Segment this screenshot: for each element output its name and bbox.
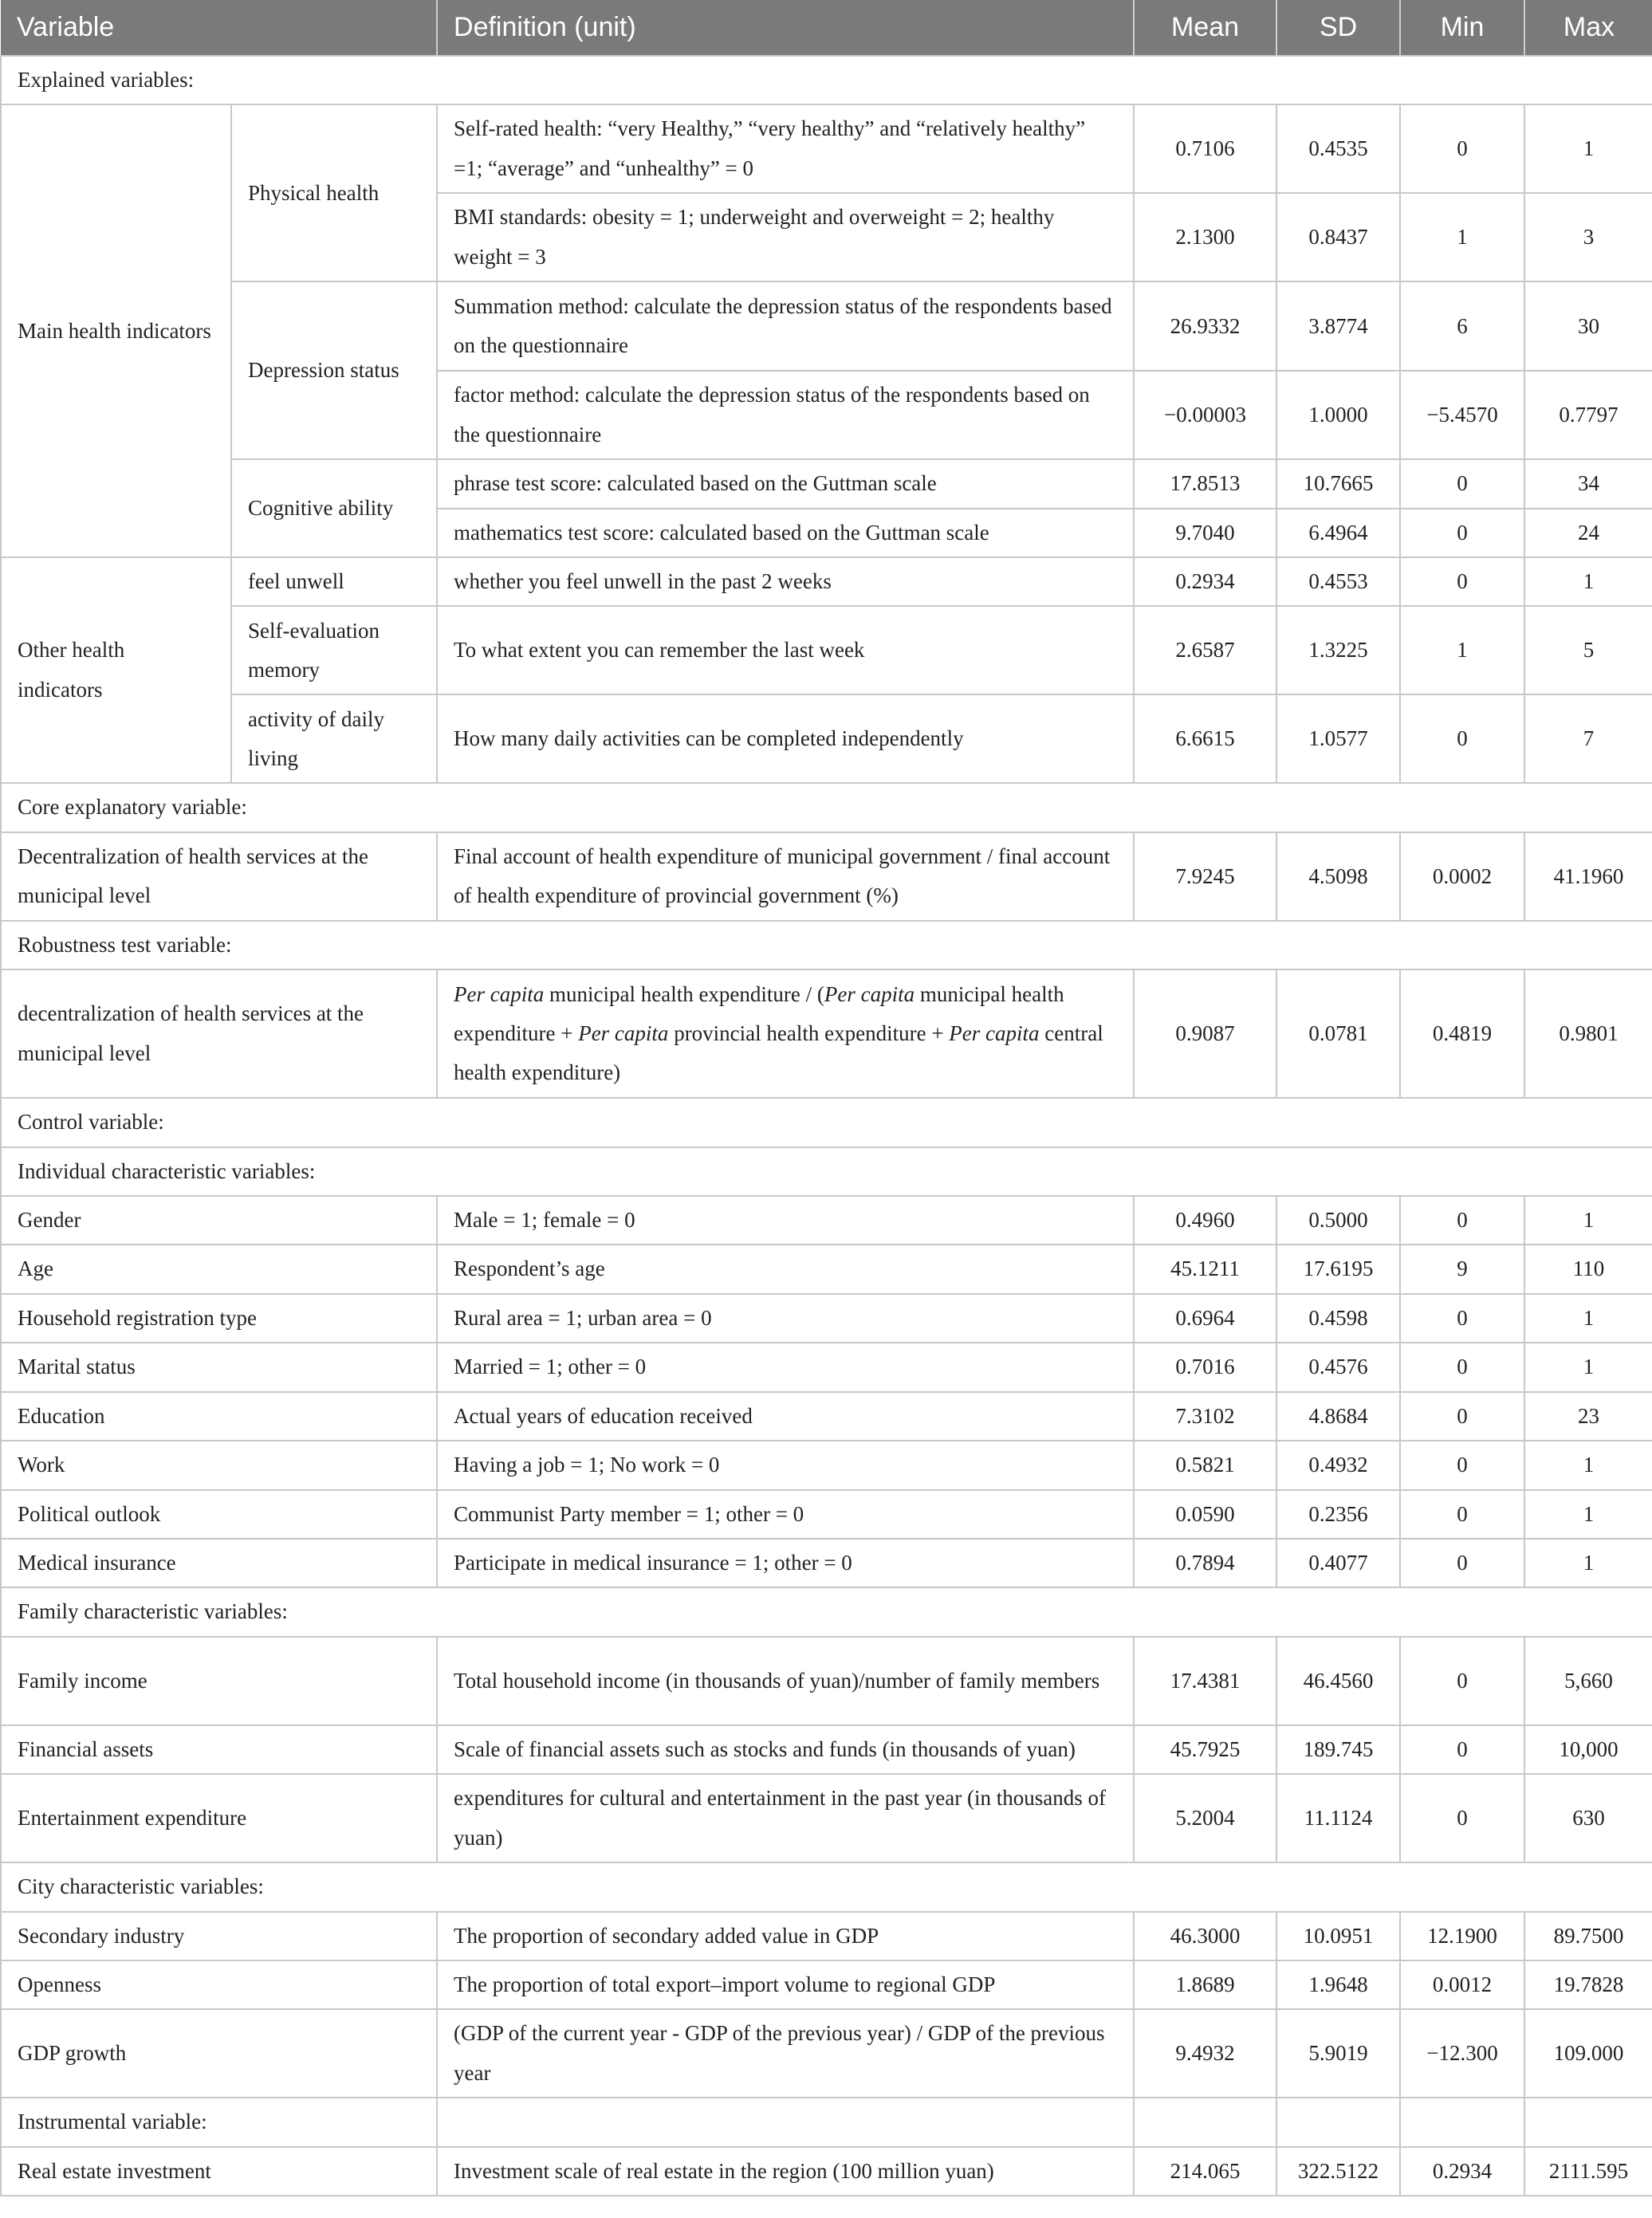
- sd-cell: 6.4964: [1276, 509, 1400, 557]
- min-cell: 0: [1400, 1343, 1524, 1391]
- section-row: [1, 1587, 1652, 1636]
- header-row: [1, 0, 1652, 56]
- min-cell: 0: [1400, 1196, 1524, 1245]
- section-row: [1, 56, 1652, 104]
- variable-name: Decentralization of health services at the municipal level: [1, 832, 437, 921]
- subgroup-label: Self-evaluation memory: [231, 606, 437, 694]
- variable-name: Marital status: [1, 1343, 437, 1391]
- max-cell: 10,000: [1524, 1725, 1652, 1774]
- section-row: [1, 1098, 1652, 1146]
- min-cell: −5.4570: [1400, 371, 1524, 459]
- mean-cell: 0.7016: [1134, 1343, 1276, 1391]
- sd-cell: 0.4077: [1276, 1539, 1400, 1587]
- max-cell: 1: [1524, 1490, 1652, 1539]
- table-row: [1, 1490, 1652, 1539]
- variable-name: Secondary industry: [1, 1912, 437, 1960]
- max-cell: 1: [1524, 557, 1652, 606]
- mean-cell: 17.8513: [1134, 459, 1276, 508]
- definition-cell: The proportion of secondary added value in GDP: [437, 1912, 1134, 1960]
- min-cell: 0: [1400, 459, 1524, 508]
- variable-name: Openness: [1, 1960, 437, 2009]
- min-cell: 0: [1400, 1539, 1524, 1587]
- max-cell: 19.7828: [1524, 1960, 1652, 2009]
- sd-cell: 1.0000: [1276, 371, 1400, 459]
- variable-name: Political outlook: [1, 1490, 437, 1539]
- min-cell: 0.2934: [1400, 2147, 1524, 2196]
- definition-cell: Communist Party member = 1; other = 0: [437, 1490, 1134, 1539]
- italic-term: Per capita: [824, 981, 915, 1006]
- mean-cell: 0.2934: [1134, 557, 1276, 606]
- header-max: Max: [1524, 0, 1652, 56]
- definition-cell: whether you feel unwell in the past 2 weeks: [437, 557, 1134, 606]
- table-row: [1, 104, 1652, 193]
- empty-cell: [1276, 2098, 1400, 2146]
- table-row: [1, 1441, 1652, 1489]
- mean-cell: 45.7925: [1134, 1725, 1276, 1774]
- header-variable: Variable: [1, 0, 437, 56]
- min-cell: 9: [1400, 1245, 1524, 1293]
- section-label: Core explanatory variable:: [1, 783, 1652, 832]
- mean-cell: 0.5821: [1134, 1441, 1276, 1489]
- max-cell: 1: [1524, 1343, 1652, 1391]
- table-row: [1, 1960, 1652, 2009]
- max-cell: 1: [1524, 1196, 1652, 1245]
- table-row: [1, 1392, 1652, 1441]
- definition-cell: expenditures for cultural and entertainment in the past year (in thousands of yuan): [437, 1774, 1134, 1862]
- empty-cell: [1400, 2098, 1524, 2146]
- definition-cell: [437, 969, 1134, 1098]
- sd-cell: 4.8684: [1276, 1392, 1400, 1441]
- subgroup-label: Cognitive ability: [231, 459, 437, 557]
- table-row: [1, 2098, 1652, 2146]
- mean-cell: 46.3000: [1134, 1912, 1276, 1960]
- max-cell: 5,660: [1524, 1637, 1652, 1725]
- definition-cell: Respondent’s age: [437, 1245, 1134, 1293]
- max-cell: 110: [1524, 1245, 1652, 1293]
- variable-name: decentralization of health services at the municipal level: [1, 969, 437, 1098]
- table-row: [1, 1725, 1652, 1774]
- definition-cell: The proportion of total export–import volume to regional GDP: [437, 1960, 1134, 2009]
- definition-cell: How many daily activities can be completed independently: [437, 694, 1134, 783]
- definition-text: municipal health expenditure +: [454, 981, 1064, 1046]
- section-label: Explained variables:: [1, 56, 1652, 104]
- section-label: Control variable:: [1, 1098, 1652, 1146]
- max-cell: 630: [1524, 1774, 1652, 1862]
- sd-cell: 1.9648: [1276, 1960, 1400, 2009]
- definition-cell: Having a job = 1; No work = 0: [437, 1441, 1134, 1489]
- variable-name: Family income: [1, 1637, 437, 1725]
- table-row: [1, 557, 1652, 606]
- mean-cell: 26.9332: [1134, 281, 1276, 371]
- table-row: [1, 1637, 1652, 1725]
- section-label: Family characteristic variables:: [1, 1587, 1652, 1636]
- sd-cell: 5.9019: [1276, 2009, 1400, 2098]
- min-cell: 0: [1400, 1725, 1524, 1774]
- sd-cell: 0.4932: [1276, 1441, 1400, 1489]
- variable-name: Medical insurance: [1, 1539, 437, 1587]
- sd-cell: 4.5098: [1276, 832, 1400, 921]
- definition-cell: phrase test score: calculated based on the Guttman scale: [437, 459, 1134, 508]
- section-label: City characteristic variables:: [1, 1862, 1652, 1911]
- variable-name: Gender: [1, 1196, 437, 1245]
- sd-cell: 0.8437: [1276, 193, 1400, 281]
- variable-name: Education: [1, 1392, 437, 1441]
- min-cell: 0: [1400, 104, 1524, 193]
- section-label: Individual characteristic variables:: [1, 1147, 1652, 1196]
- max-cell: 89.7500: [1524, 1912, 1652, 1960]
- mean-cell: 5.2004: [1134, 1774, 1276, 1862]
- mean-cell: 7.9245: [1134, 832, 1276, 921]
- section-row: [1, 921, 1652, 969]
- table-row: [1, 2147, 1652, 2196]
- mean-cell: 1.8689: [1134, 1960, 1276, 2009]
- mean-cell: 17.4381: [1134, 1637, 1276, 1725]
- variable-name: Work: [1, 1441, 437, 1489]
- variable-name: Real estate investment: [1, 2147, 437, 2196]
- mean-cell: −0.00003: [1134, 371, 1276, 459]
- variable-name: Financial assets: [1, 1725, 437, 1774]
- mean-cell: 214.065: [1134, 2147, 1276, 2196]
- definition-cell: Married = 1; other = 0: [437, 1343, 1134, 1391]
- definition-cell: Male = 1; female = 0: [437, 1196, 1134, 1245]
- subgroup-label: Physical health: [231, 104, 437, 281]
- definition-cell: Summation method: calculate the depression status of the respondents based on the questionnaire: [437, 281, 1134, 371]
- section-row: [1, 1147, 1652, 1196]
- sd-cell: 0.4553: [1276, 557, 1400, 606]
- mean-cell: 9.4932: [1134, 2009, 1276, 2098]
- min-cell: 0: [1400, 1637, 1524, 1725]
- definition-cell: factor method: calculate the depression status of the respondents based on the questionnaire: [437, 371, 1134, 459]
- max-cell: 0.9801: [1524, 969, 1652, 1098]
- variable-name: Household registration type: [1, 1294, 437, 1343]
- variable-name: GDP growth: [1, 2009, 437, 2098]
- max-cell: 3: [1524, 193, 1652, 281]
- empty-cell: [1134, 2098, 1276, 2146]
- group-label: Other health indicators: [1, 557, 231, 783]
- max-cell: 34: [1524, 459, 1652, 508]
- section-label: Robustness test variable:: [1, 921, 1652, 969]
- table-row: [1, 2009, 1652, 2098]
- header-sd: SD: [1276, 0, 1400, 56]
- sd-cell: 17.6195: [1276, 1245, 1400, 1293]
- max-cell: 23: [1524, 1392, 1652, 1441]
- definition-cell: Total household income (in thousands of yuan)/number of family members: [437, 1637, 1134, 1725]
- definition-cell: Self-rated health: “very Healthy,” “very healthy” and “relatively healthy” =1; “average” and “unhealthy” = 0: [437, 104, 1134, 193]
- table-row: [1, 1245, 1652, 1293]
- min-cell: 0.0002: [1400, 832, 1524, 921]
- mean-cell: 0.9087: [1134, 969, 1276, 1098]
- min-cell: 0: [1400, 1490, 1524, 1539]
- mean-cell: 0.7894: [1134, 1539, 1276, 1587]
- italic-term: Per capita: [949, 1021, 1040, 1046]
- max-cell: 30: [1524, 281, 1652, 371]
- mean-cell: 2.6587: [1134, 606, 1276, 694]
- empty-cell: [1524, 2098, 1652, 2146]
- table-row: [1, 1912, 1652, 1960]
- max-cell: 109.000: [1524, 2009, 1652, 2098]
- header-min: Min: [1400, 0, 1524, 56]
- sd-cell: 322.5122: [1276, 2147, 1400, 2196]
- table-row: [1, 606, 1652, 694]
- definition-text: provincial health expenditure +: [668, 1021, 950, 1046]
- definition-cell: Scale of financial assets such as stocks and funds (in thousands of yuan): [437, 1725, 1134, 1774]
- min-cell: 0: [1400, 1774, 1524, 1862]
- min-cell: 0: [1400, 509, 1524, 557]
- variable-name: Age: [1, 1245, 437, 1293]
- mean-cell: 0.4960: [1134, 1196, 1276, 1245]
- sd-cell: 1.0577: [1276, 694, 1400, 783]
- max-cell: 1: [1524, 1294, 1652, 1343]
- min-cell: 0.0012: [1400, 1960, 1524, 2009]
- min-cell: 0: [1400, 1392, 1524, 1441]
- min-cell: 1: [1400, 606, 1524, 694]
- table-row: [1, 281, 1652, 371]
- mean-cell: 7.3102: [1134, 1392, 1276, 1441]
- table-row: [1, 1294, 1652, 1343]
- sd-cell: 0.4576: [1276, 1343, 1400, 1391]
- sd-cell: 10.7665: [1276, 459, 1400, 508]
- sd-cell: 189.745: [1276, 1725, 1400, 1774]
- sd-cell: 0.4535: [1276, 104, 1400, 193]
- subgroup-label: activity of daily living: [231, 694, 437, 783]
- sd-cell: 10.0951: [1276, 1912, 1400, 1960]
- sd-cell: 46.4560: [1276, 1637, 1400, 1725]
- variable-name: Entertainment expenditure: [1, 1774, 437, 1862]
- mean-cell: 0.0590: [1134, 1490, 1276, 1539]
- definition-cell: Actual years of education received: [437, 1392, 1134, 1441]
- empty-cell: [437, 2098, 1134, 2146]
- max-cell: 2111.595: [1524, 2147, 1652, 2196]
- table-row: [1, 969, 1652, 1098]
- min-cell: 1: [1400, 193, 1524, 281]
- mean-cell: 0.7106: [1134, 104, 1276, 193]
- mean-cell: 2.1300: [1134, 193, 1276, 281]
- header-mean: Mean: [1134, 0, 1276, 56]
- italic-term: Per capita: [454, 981, 545, 1006]
- table-row: [1, 694, 1652, 783]
- sd-cell: 0.5000: [1276, 1196, 1400, 1245]
- definition-cell: Final account of health expenditure of municipal government / final account of health expenditure of provincial government (%): [437, 832, 1134, 921]
- max-cell: 1: [1524, 1441, 1652, 1489]
- sd-cell: 1.3225: [1276, 606, 1400, 694]
- max-cell: 24: [1524, 509, 1652, 557]
- definition-cell: mathematics test score: calculated based on the Guttman scale: [437, 509, 1134, 557]
- mean-cell: 6.6615: [1134, 694, 1276, 783]
- max-cell: 0.7797: [1524, 371, 1652, 459]
- definition-cell: Participate in medical insurance = 1; other = 0: [437, 1539, 1134, 1587]
- table-row: [1, 1774, 1652, 1862]
- mean-cell: 45.1211: [1134, 1245, 1276, 1293]
- sd-cell: 0.4598: [1276, 1294, 1400, 1343]
- table-row: [1, 832, 1652, 921]
- sd-cell: 0.2356: [1276, 1490, 1400, 1539]
- header-definition: Definition (unit): [437, 0, 1134, 56]
- definition-text: municipal health expenditure / (: [544, 981, 824, 1006]
- mean-cell: 0.6964: [1134, 1294, 1276, 1343]
- min-cell: 0: [1400, 1294, 1524, 1343]
- max-cell: 41.1960: [1524, 832, 1652, 921]
- min-cell: 0: [1400, 694, 1524, 783]
- min-cell: 6: [1400, 281, 1524, 371]
- min-cell: −12.300: [1400, 2009, 1524, 2098]
- mean-cell: 9.7040: [1134, 509, 1276, 557]
- table-row: [1, 459, 1652, 508]
- min-cell: 12.1900: [1400, 1912, 1524, 1960]
- max-cell: 1: [1524, 1539, 1652, 1587]
- min-cell: 0.4819: [1400, 969, 1524, 1098]
- table-row: [1, 1539, 1652, 1587]
- italic-term: Per capita: [578, 1021, 669, 1046]
- max-cell: 5: [1524, 606, 1652, 694]
- section-label: Instrumental variable:: [1, 2098, 437, 2146]
- subgroup-label: feel unwell: [231, 557, 437, 606]
- definition-text: central health expenditure): [454, 1021, 1103, 1085]
- subgroup-label: Depression status: [231, 281, 437, 459]
- definition-cell: BMI standards: obesity = 1; underweight and overweight = 2; healthy weight = 3: [437, 193, 1134, 281]
- table-row: [1, 1196, 1652, 1245]
- min-cell: 0: [1400, 557, 1524, 606]
- sd-cell: 0.0781: [1276, 969, 1400, 1098]
- group-label: Main health indicators: [1, 104, 231, 557]
- section-row: [1, 783, 1652, 832]
- min-cell: 0: [1400, 1441, 1524, 1489]
- sd-cell: 11.1124: [1276, 1774, 1400, 1862]
- definition-cell: (GDP of the current year - GDP of the previous year) / GDP of the previous year: [437, 2009, 1134, 2098]
- definition-cell: To what extent you can remember the last week: [437, 606, 1134, 694]
- max-cell: 7: [1524, 694, 1652, 783]
- table-row: [1, 1343, 1652, 1391]
- max-cell: 1: [1524, 104, 1652, 193]
- definition-cell: Investment scale of real estate in the region (100 million yuan): [437, 2147, 1134, 2196]
- definition-cell: Rural area = 1; urban area = 0: [437, 1294, 1134, 1343]
- section-row: [1, 1862, 1652, 1911]
- sd-cell: 3.8774: [1276, 281, 1400, 371]
